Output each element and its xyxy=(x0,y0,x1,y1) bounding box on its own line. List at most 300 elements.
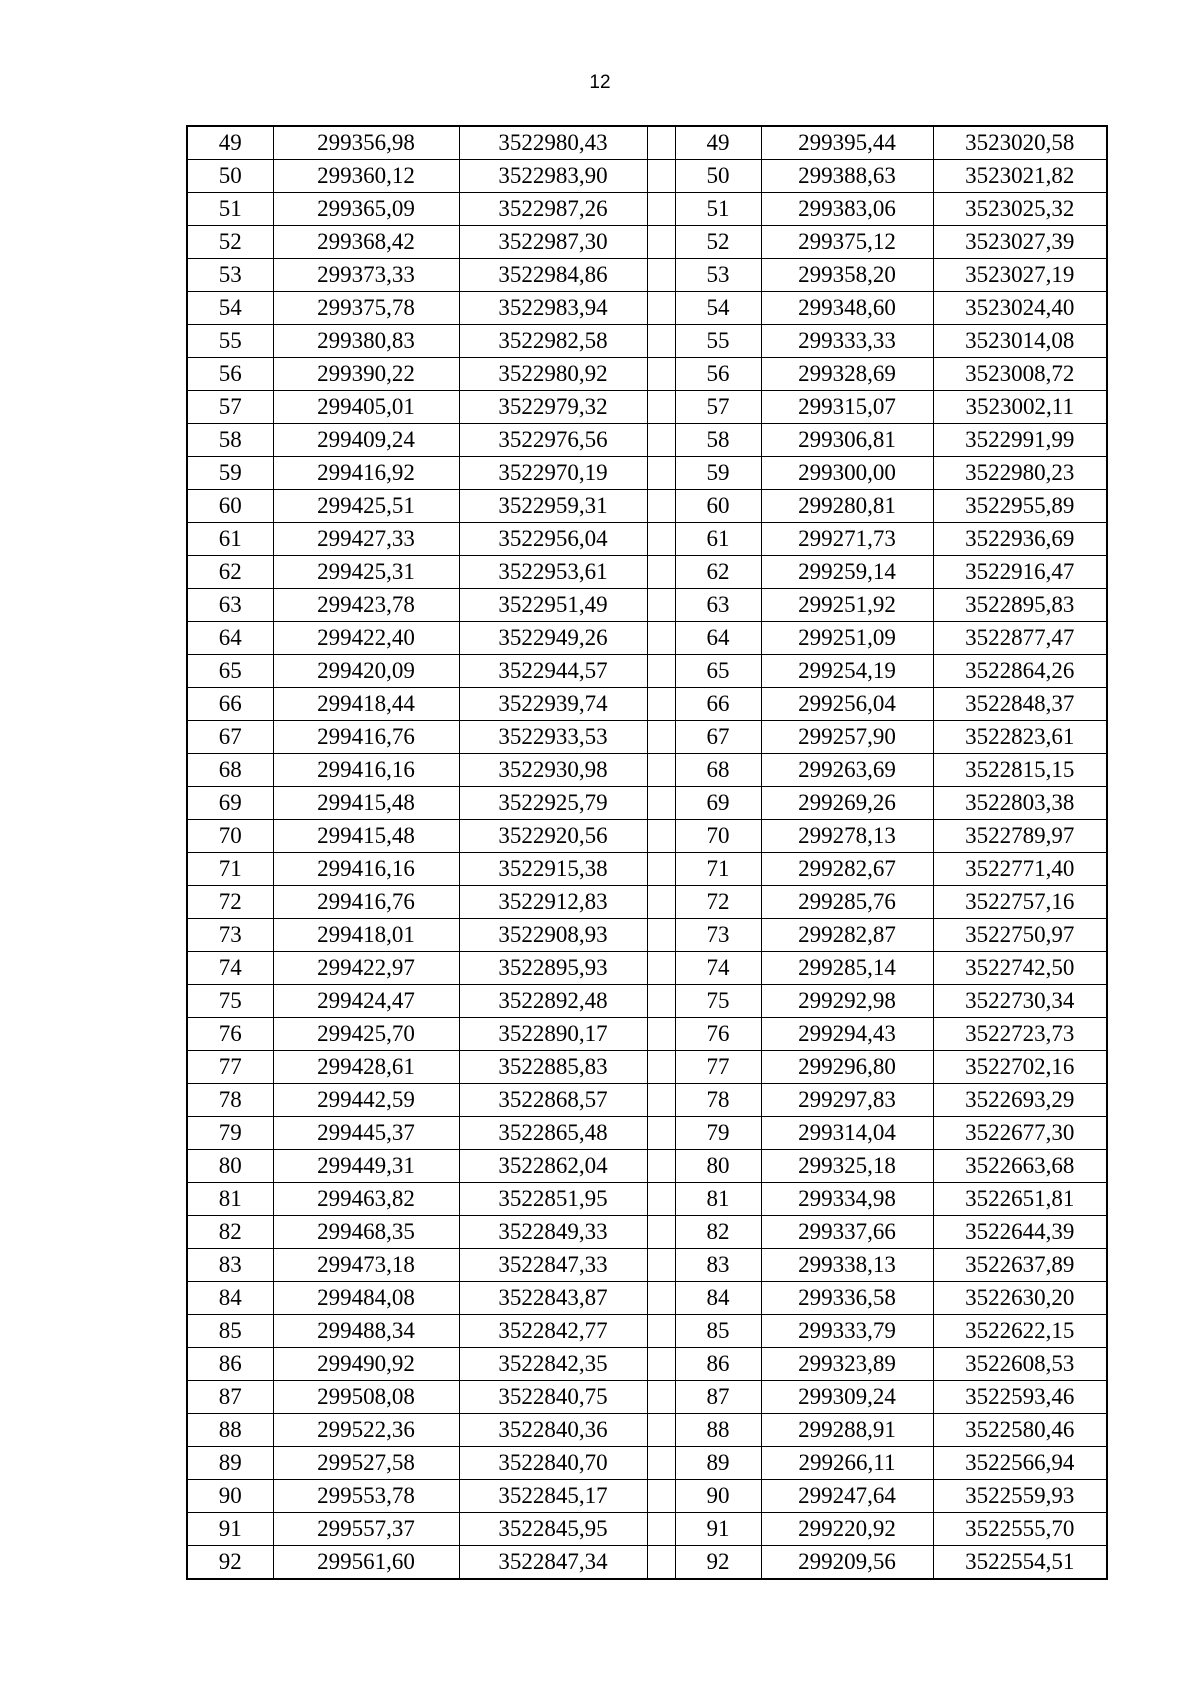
table-row xyxy=(187,1315,1107,1348)
column-separator xyxy=(647,820,675,853)
point-number-right: 76 xyxy=(675,1018,761,1051)
x-coordinate-right: 299263,69 xyxy=(761,754,933,787)
y-coordinate-left: 3522920,56 xyxy=(459,820,647,853)
column-separator xyxy=(647,1117,675,1150)
y-coordinate-left: 3522944,57 xyxy=(459,655,647,688)
point-number-left: 84 xyxy=(187,1282,273,1315)
y-coordinate-left: 3522982,58 xyxy=(459,325,647,358)
x-coordinate-right: 299247,64 xyxy=(761,1480,933,1513)
x-coordinate-left: 299420,09 xyxy=(273,655,459,688)
x-coordinate-left: 299488,34 xyxy=(273,1315,459,1348)
y-coordinate-left: 3522843,87 xyxy=(459,1282,647,1315)
table-row xyxy=(187,1282,1107,1315)
y-coordinate-right: 3522848,37 xyxy=(933,688,1107,721)
point-number-left: 59 xyxy=(187,457,273,490)
y-coordinate-right: 3522955,89 xyxy=(933,490,1107,523)
table-row xyxy=(187,787,1107,820)
x-coordinate-left: 299449,31 xyxy=(273,1150,459,1183)
column-separator xyxy=(647,1282,675,1315)
point-number-left: 58 xyxy=(187,424,273,457)
point-number-left: 81 xyxy=(187,1183,273,1216)
column-separator xyxy=(647,622,675,655)
y-coordinate-left: 3522908,93 xyxy=(459,919,647,952)
y-coordinate-left: 3522980,92 xyxy=(459,358,647,391)
point-number-left: 68 xyxy=(187,754,273,787)
x-coordinate-right: 299334,98 xyxy=(761,1183,933,1216)
x-coordinate-right: 299280,81 xyxy=(761,490,933,523)
y-coordinate-left: 3522979,32 xyxy=(459,391,647,424)
table-row xyxy=(187,457,1107,490)
column-separator xyxy=(647,985,675,1018)
y-coordinate-left: 3522925,79 xyxy=(459,787,647,820)
point-number-right: 86 xyxy=(675,1348,761,1381)
x-coordinate-left: 299561,60 xyxy=(273,1546,459,1580)
y-coordinate-left: 3522849,33 xyxy=(459,1216,647,1249)
point-number-left: 89 xyxy=(187,1447,273,1480)
point-number-left: 91 xyxy=(187,1513,273,1546)
table-row xyxy=(187,622,1107,655)
y-coordinate-right: 3522554,51 xyxy=(933,1546,1107,1580)
point-number-right: 54 xyxy=(675,292,761,325)
x-coordinate-left: 299418,01 xyxy=(273,919,459,952)
y-coordinate-right: 3523014,08 xyxy=(933,325,1107,358)
x-coordinate-left: 299425,70 xyxy=(273,1018,459,1051)
y-coordinate-right: 3523024,40 xyxy=(933,292,1107,325)
x-coordinate-left: 299416,16 xyxy=(273,853,459,886)
x-coordinate-right: 299282,87 xyxy=(761,919,933,952)
x-coordinate-right: 299294,43 xyxy=(761,1018,933,1051)
column-separator xyxy=(647,1315,675,1348)
table-row xyxy=(187,523,1107,556)
point-number-right: 59 xyxy=(675,457,761,490)
y-coordinate-right: 3523025,32 xyxy=(933,193,1107,226)
x-coordinate-left: 299405,01 xyxy=(273,391,459,424)
x-coordinate-left: 299390,22 xyxy=(273,358,459,391)
point-number-left: 85 xyxy=(187,1315,273,1348)
y-coordinate-right: 3522991,99 xyxy=(933,424,1107,457)
table-row xyxy=(187,919,1107,952)
table-row xyxy=(187,853,1107,886)
point-number-left: 53 xyxy=(187,259,273,292)
x-coordinate-left: 299418,44 xyxy=(273,688,459,721)
point-number-left: 80 xyxy=(187,1150,273,1183)
point-number-right: 55 xyxy=(675,325,761,358)
y-coordinate-right: 3522895,83 xyxy=(933,589,1107,622)
x-coordinate-left: 299463,82 xyxy=(273,1183,459,1216)
y-coordinate-left: 3522847,33 xyxy=(459,1249,647,1282)
column-separator xyxy=(647,1216,675,1249)
y-coordinate-right: 3522559,93 xyxy=(933,1480,1107,1513)
point-number-right: 56 xyxy=(675,358,761,391)
y-coordinate-left: 3522865,48 xyxy=(459,1117,647,1150)
column-separator xyxy=(647,1018,675,1051)
table-row xyxy=(187,1513,1107,1546)
table-row xyxy=(187,1150,1107,1183)
coordinates-table-body xyxy=(187,126,1107,1579)
point-number-left: 76 xyxy=(187,1018,273,1051)
column-separator xyxy=(647,391,675,424)
point-number-right: 63 xyxy=(675,589,761,622)
x-coordinate-left: 299428,61 xyxy=(273,1051,459,1084)
x-coordinate-right: 299388,63 xyxy=(761,160,933,193)
x-coordinate-right: 299323,89 xyxy=(761,1348,933,1381)
y-coordinate-left: 3522862,04 xyxy=(459,1150,647,1183)
x-coordinate-right: 299375,12 xyxy=(761,226,933,259)
y-coordinate-right: 3522815,15 xyxy=(933,754,1107,787)
point-number-right: 75 xyxy=(675,985,761,1018)
column-separator xyxy=(647,853,675,886)
table-row xyxy=(187,1249,1107,1282)
x-coordinate-right: 299256,04 xyxy=(761,688,933,721)
x-coordinate-right: 299338,13 xyxy=(761,1249,933,1282)
x-coordinate-left: 299422,40 xyxy=(273,622,459,655)
x-coordinate-left: 299527,58 xyxy=(273,1447,459,1480)
x-coordinate-left: 299423,78 xyxy=(273,589,459,622)
x-coordinate-right: 299333,33 xyxy=(761,325,933,358)
point-number-right: 78 xyxy=(675,1084,761,1117)
y-coordinate-right: 3522677,30 xyxy=(933,1117,1107,1150)
y-coordinate-right: 3523020,58 xyxy=(933,126,1107,160)
column-separator xyxy=(647,1150,675,1183)
point-number-left: 78 xyxy=(187,1084,273,1117)
x-coordinate-right: 299325,18 xyxy=(761,1150,933,1183)
point-number-left: 52 xyxy=(187,226,273,259)
x-coordinate-left: 299380,83 xyxy=(273,325,459,358)
y-coordinate-left: 3522930,98 xyxy=(459,754,647,787)
column-separator xyxy=(647,1480,675,1513)
y-coordinate-right: 3522555,70 xyxy=(933,1513,1107,1546)
point-number-left: 55 xyxy=(187,325,273,358)
table-row xyxy=(187,556,1107,589)
x-coordinate-right: 299251,92 xyxy=(761,589,933,622)
point-number-right: 88 xyxy=(675,1414,761,1447)
y-coordinate-right: 3522723,73 xyxy=(933,1018,1107,1051)
column-separator xyxy=(647,655,675,688)
point-number-right: 67 xyxy=(675,721,761,754)
x-coordinate-right: 299292,98 xyxy=(761,985,933,1018)
y-coordinate-right: 3522630,20 xyxy=(933,1282,1107,1315)
x-coordinate-left: 299360,12 xyxy=(273,160,459,193)
y-coordinate-left: 3522842,77 xyxy=(459,1315,647,1348)
point-number-left: 67 xyxy=(187,721,273,754)
table-row xyxy=(187,688,1107,721)
x-coordinate-right: 299278,13 xyxy=(761,820,933,853)
column-separator xyxy=(647,292,675,325)
x-coordinate-left: 299490,92 xyxy=(273,1348,459,1381)
point-number-right: 65 xyxy=(675,655,761,688)
point-number-left: 82 xyxy=(187,1216,273,1249)
x-coordinate-left: 299473,18 xyxy=(273,1249,459,1282)
column-separator xyxy=(647,952,675,985)
y-coordinate-right: 3522651,81 xyxy=(933,1183,1107,1216)
x-coordinate-left: 299356,98 xyxy=(273,126,459,160)
table-row xyxy=(187,655,1107,688)
y-coordinate-left: 3522956,04 xyxy=(459,523,647,556)
point-number-left: 62 xyxy=(187,556,273,589)
x-coordinate-left: 299422,97 xyxy=(273,952,459,985)
x-coordinate-left: 299425,31 xyxy=(273,556,459,589)
y-coordinate-left: 3522984,86 xyxy=(459,259,647,292)
x-coordinate-left: 299508,08 xyxy=(273,1381,459,1414)
x-coordinate-left: 299427,33 xyxy=(273,523,459,556)
point-number-left: 73 xyxy=(187,919,273,952)
table-row xyxy=(187,721,1107,754)
y-coordinate-left: 3522983,94 xyxy=(459,292,647,325)
point-number-left: 77 xyxy=(187,1051,273,1084)
table-row xyxy=(187,358,1107,391)
point-number-left: 92 xyxy=(187,1546,273,1580)
y-coordinate-left: 3522959,31 xyxy=(459,490,647,523)
y-coordinate-left: 3522980,43 xyxy=(459,126,647,160)
x-coordinate-left: 299445,37 xyxy=(273,1117,459,1150)
point-number-left: 75 xyxy=(187,985,273,1018)
table-row xyxy=(187,1117,1107,1150)
y-coordinate-right: 3522622,15 xyxy=(933,1315,1107,1348)
x-coordinate-left: 299409,24 xyxy=(273,424,459,457)
x-coordinate-left: 299416,76 xyxy=(273,886,459,919)
column-separator xyxy=(647,919,675,952)
point-number-right: 73 xyxy=(675,919,761,952)
y-coordinate-left: 3522987,26 xyxy=(459,193,647,226)
table-row xyxy=(187,952,1107,985)
point-number-left: 86 xyxy=(187,1348,273,1381)
y-coordinate-right: 3522580,46 xyxy=(933,1414,1107,1447)
point-number-right: 50 xyxy=(675,160,761,193)
table-row xyxy=(187,589,1107,622)
table-row xyxy=(187,886,1107,919)
point-number-right: 71 xyxy=(675,853,761,886)
y-coordinate-right: 3522789,97 xyxy=(933,820,1107,853)
y-coordinate-left: 3522868,57 xyxy=(459,1084,647,1117)
table-row xyxy=(187,1348,1107,1381)
column-separator xyxy=(647,886,675,919)
table-row xyxy=(187,1183,1107,1216)
point-number-right: 57 xyxy=(675,391,761,424)
point-number-left: 50 xyxy=(187,160,273,193)
point-number-right: 69 xyxy=(675,787,761,820)
table-row xyxy=(187,259,1107,292)
coordinates-table xyxy=(186,125,1108,1580)
table-row xyxy=(187,1480,1107,1513)
column-separator xyxy=(647,589,675,622)
column-separator xyxy=(647,523,675,556)
y-coordinate-right: 3522702,16 xyxy=(933,1051,1107,1084)
x-coordinate-left: 299368,42 xyxy=(273,226,459,259)
column-separator xyxy=(647,556,675,589)
x-coordinate-right: 299306,81 xyxy=(761,424,933,457)
table-row xyxy=(187,490,1107,523)
point-number-right: 64 xyxy=(675,622,761,655)
x-coordinate-left: 299557,37 xyxy=(273,1513,459,1546)
column-separator xyxy=(647,1183,675,1216)
point-number-left: 63 xyxy=(187,589,273,622)
column-separator xyxy=(647,1546,675,1580)
point-number-right: 60 xyxy=(675,490,761,523)
y-coordinate-right: 3522864,26 xyxy=(933,655,1107,688)
y-coordinate-right: 3522608,53 xyxy=(933,1348,1107,1381)
y-coordinate-right: 3522637,89 xyxy=(933,1249,1107,1282)
x-coordinate-right: 299300,00 xyxy=(761,457,933,490)
point-number-right: 81 xyxy=(675,1183,761,1216)
point-number-left: 54 xyxy=(187,292,273,325)
x-coordinate-left: 299373,33 xyxy=(273,259,459,292)
column-separator xyxy=(647,1513,675,1546)
column-separator xyxy=(647,1348,675,1381)
point-number-right: 90 xyxy=(675,1480,761,1513)
y-coordinate-left: 3522983,90 xyxy=(459,160,647,193)
y-coordinate-left: 3522890,17 xyxy=(459,1018,647,1051)
column-separator xyxy=(647,1084,675,1117)
point-number-left: 71 xyxy=(187,853,273,886)
point-number-right: 83 xyxy=(675,1249,761,1282)
y-coordinate-right: 3522693,29 xyxy=(933,1084,1107,1117)
point-number-left: 66 xyxy=(187,688,273,721)
table-row xyxy=(187,1381,1107,1414)
x-coordinate-right: 299383,06 xyxy=(761,193,933,226)
x-coordinate-left: 299416,92 xyxy=(273,457,459,490)
table-row xyxy=(187,292,1107,325)
point-number-right: 53 xyxy=(675,259,761,292)
table-row xyxy=(187,193,1107,226)
y-coordinate-right: 3523021,82 xyxy=(933,160,1107,193)
table-row xyxy=(187,1414,1107,1447)
y-coordinate-right: 3522980,23 xyxy=(933,457,1107,490)
x-coordinate-right: 299336,58 xyxy=(761,1282,933,1315)
point-number-right: 87 xyxy=(675,1381,761,1414)
x-coordinate-right: 299251,09 xyxy=(761,622,933,655)
x-coordinate-left: 299415,48 xyxy=(273,820,459,853)
x-coordinate-left: 299553,78 xyxy=(273,1480,459,1513)
point-number-right: 77 xyxy=(675,1051,761,1084)
point-number-right: 84 xyxy=(675,1282,761,1315)
point-number-right: 79 xyxy=(675,1117,761,1150)
column-separator xyxy=(647,424,675,457)
y-coordinate-right: 3522803,38 xyxy=(933,787,1107,820)
y-coordinate-right: 3522771,40 xyxy=(933,853,1107,886)
x-coordinate-right: 299358,20 xyxy=(761,259,933,292)
point-number-left: 60 xyxy=(187,490,273,523)
x-coordinate-left: 299415,48 xyxy=(273,787,459,820)
column-separator xyxy=(647,160,675,193)
y-coordinate-left: 3522970,19 xyxy=(459,457,647,490)
point-number-left: 69 xyxy=(187,787,273,820)
point-number-left: 57 xyxy=(187,391,273,424)
y-coordinate-right: 3522644,39 xyxy=(933,1216,1107,1249)
column-separator xyxy=(647,259,675,292)
table-row xyxy=(187,325,1107,358)
point-number-right: 92 xyxy=(675,1546,761,1580)
point-number-left: 64 xyxy=(187,622,273,655)
column-separator xyxy=(647,1051,675,1084)
y-coordinate-left: 3522912,83 xyxy=(459,886,647,919)
x-coordinate-right: 299269,26 xyxy=(761,787,933,820)
x-coordinate-left: 299522,36 xyxy=(273,1414,459,1447)
table-row xyxy=(187,160,1107,193)
y-coordinate-left: 3522840,75 xyxy=(459,1381,647,1414)
x-coordinate-right: 299220,92 xyxy=(761,1513,933,1546)
y-coordinate-left: 3522892,48 xyxy=(459,985,647,1018)
y-coordinate-right: 3523002,11 xyxy=(933,391,1107,424)
column-separator xyxy=(647,490,675,523)
page-number: 12 xyxy=(589,72,611,93)
column-separator xyxy=(647,325,675,358)
point-number-right: 61 xyxy=(675,523,761,556)
column-separator xyxy=(647,457,675,490)
y-coordinate-left: 3522939,74 xyxy=(459,688,647,721)
table-row xyxy=(187,1051,1107,1084)
point-number-right: 82 xyxy=(675,1216,761,1249)
x-coordinate-left: 299416,16 xyxy=(273,754,459,787)
column-separator xyxy=(647,226,675,259)
y-coordinate-right: 3522566,94 xyxy=(933,1447,1107,1480)
table-row xyxy=(187,754,1107,787)
x-coordinate-right: 299259,14 xyxy=(761,556,933,589)
point-number-right: 91 xyxy=(675,1513,761,1546)
y-coordinate-left: 3522951,49 xyxy=(459,589,647,622)
table-row xyxy=(187,1546,1107,1580)
y-coordinate-left: 3522840,70 xyxy=(459,1447,647,1480)
point-number-left: 70 xyxy=(187,820,273,853)
x-coordinate-right: 299395,44 xyxy=(761,126,933,160)
y-coordinate-left: 3522933,53 xyxy=(459,721,647,754)
x-coordinate-right: 299309,24 xyxy=(761,1381,933,1414)
point-number-right: 72 xyxy=(675,886,761,919)
y-coordinate-left: 3522840,36 xyxy=(459,1414,647,1447)
table-row xyxy=(187,391,1107,424)
y-coordinate-left: 3522845,95 xyxy=(459,1513,647,1546)
table-row xyxy=(187,1084,1107,1117)
y-coordinate-right: 3522663,68 xyxy=(933,1150,1107,1183)
y-coordinate-left: 3522987,30 xyxy=(459,226,647,259)
x-coordinate-right: 299315,07 xyxy=(761,391,933,424)
y-coordinate-left: 3522895,93 xyxy=(459,952,647,985)
x-coordinate-right: 299333,79 xyxy=(761,1315,933,1348)
y-coordinate-left: 3522845,17 xyxy=(459,1480,647,1513)
x-coordinate-right: 299254,19 xyxy=(761,655,933,688)
column-separator xyxy=(647,1414,675,1447)
point-number-right: 52 xyxy=(675,226,761,259)
table-row xyxy=(187,820,1107,853)
column-separator xyxy=(647,754,675,787)
x-coordinate-right: 299296,80 xyxy=(761,1051,933,1084)
x-coordinate-left: 299375,78 xyxy=(273,292,459,325)
x-coordinate-right: 299348,60 xyxy=(761,292,933,325)
column-separator xyxy=(647,1249,675,1282)
x-coordinate-left: 299425,51 xyxy=(273,490,459,523)
y-coordinate-right: 3522742,50 xyxy=(933,952,1107,985)
point-number-left: 49 xyxy=(187,126,273,160)
point-number-left: 74 xyxy=(187,952,273,985)
y-coordinate-left: 3522885,83 xyxy=(459,1051,647,1084)
table-row xyxy=(187,1216,1107,1249)
point-number-right: 51 xyxy=(675,193,761,226)
y-coordinate-right: 3522877,47 xyxy=(933,622,1107,655)
y-coordinate-right: 3522823,61 xyxy=(933,721,1107,754)
x-coordinate-left: 299468,35 xyxy=(273,1216,459,1249)
point-number-right: 85 xyxy=(675,1315,761,1348)
y-coordinate-right: 3523027,39 xyxy=(933,226,1107,259)
y-coordinate-left: 3522842,35 xyxy=(459,1348,647,1381)
y-coordinate-left: 3522847,34 xyxy=(459,1546,647,1580)
x-coordinate-left: 299365,09 xyxy=(273,193,459,226)
point-number-right: 70 xyxy=(675,820,761,853)
point-number-right: 89 xyxy=(675,1447,761,1480)
y-coordinate-right: 3522730,34 xyxy=(933,985,1107,1018)
x-coordinate-right: 299285,76 xyxy=(761,886,933,919)
x-coordinate-left: 299484,08 xyxy=(273,1282,459,1315)
x-coordinate-right: 299337,66 xyxy=(761,1216,933,1249)
table-row xyxy=(187,1447,1107,1480)
